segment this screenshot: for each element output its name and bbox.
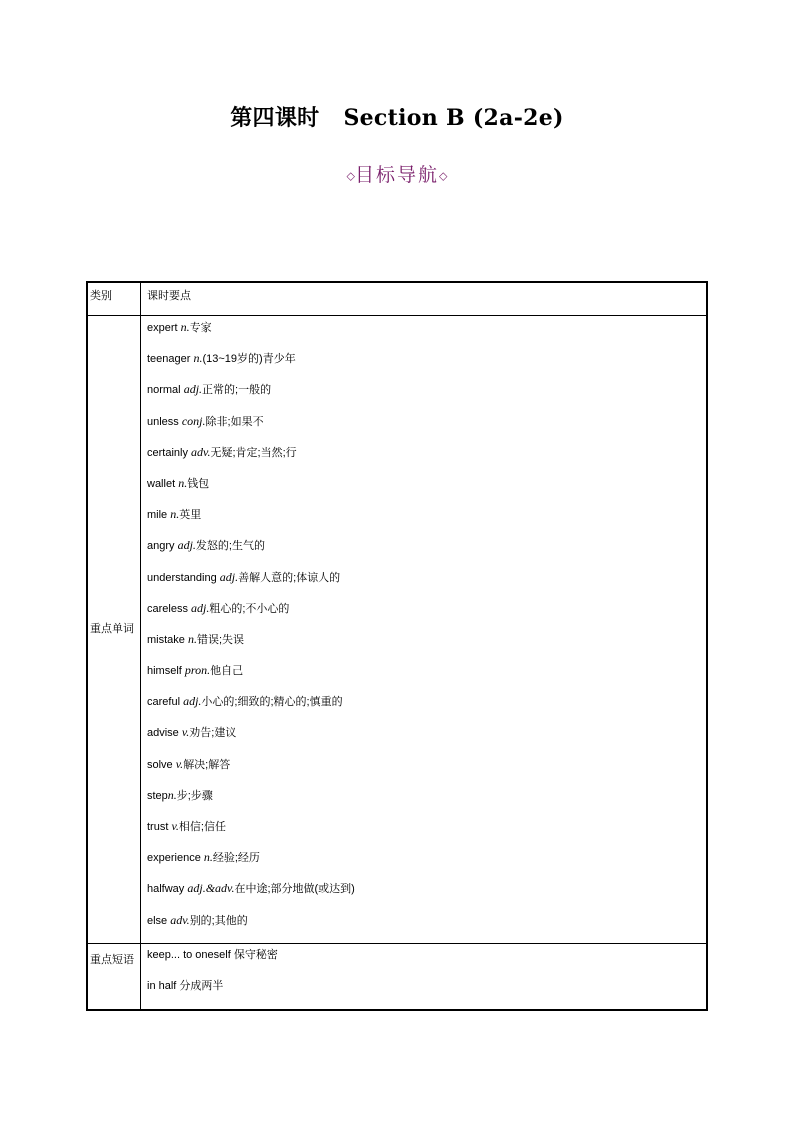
header-category: 类别 [87, 282, 141, 316]
list-item: trust v.相信;信任 [147, 819, 226, 833]
key-words-list [141, 316, 708, 944]
list-item: mile n.英里 [147, 507, 202, 522]
list-item: expert n.专家 [147, 320, 212, 334]
list-item: solve v.解决;解答 [147, 756, 231, 771]
list-item: teenager n.(13~19岁的)青少年 [147, 351, 296, 366]
list-item: else adv.别的;其他的 [147, 912, 248, 927]
list-item: careless adj.粗心的;不小心的 [147, 600, 290, 615]
goal-navigation-text: 目标导航 [354, 164, 439, 186]
lesson-points-table [86, 281, 708, 1011]
list-item: keep... to oneself 保守秘密 [147, 948, 278, 961]
diamond-right-icon: ◇ [439, 169, 448, 183]
list-item: careful adj.小心的;细致的;精心的;慎重的 [147, 694, 343, 709]
diamond-left-icon: ◇ [346, 169, 355, 183]
table-header-row [87, 282, 707, 316]
list-item: understanding adj.善解人意的;体谅人的 [147, 569, 341, 584]
page-title [0, 101, 794, 132]
goal-navigation-heading [0, 160, 794, 187]
list-item: unless conj.除非;如果不 [147, 413, 264, 428]
list-item: himself pron.他自己 [147, 663, 244, 678]
key-phrases-category: 重点短语 [87, 943, 141, 1010]
key-phrases-list [141, 943, 708, 1010]
list-item: experience n.经验;经历 [147, 850, 260, 865]
key-phrases-row [87, 943, 707, 1010]
list-item: normal adj.正常的;一般的 [147, 382, 272, 397]
list-item: angry adj.发怒的;生气的 [147, 538, 265, 553]
list-item: in half 分成两半 [147, 979, 224, 992]
list-item: wallet n.钱包 [147, 475, 210, 490]
section-label: Section B (2a-2e) [343, 105, 564, 131]
list-item: stepn.步;步骤 [147, 787, 213, 802]
list-item: certainly adv.无疑;肯定;当然;行 [147, 444, 297, 459]
key-words-row [87, 316, 707, 944]
list-item: mistake n.错误;失误 [147, 631, 245, 646]
key-words-category: 重点单词 [87, 316, 141, 944]
lesson-label: 第四课时 [230, 105, 320, 131]
header-points: 课时要点 [141, 282, 708, 316]
list-item: advise v.劝告;建议 [147, 725, 237, 740]
list-item: halfway adj.&adv.在中途;部分地做(或达到) [147, 881, 355, 896]
